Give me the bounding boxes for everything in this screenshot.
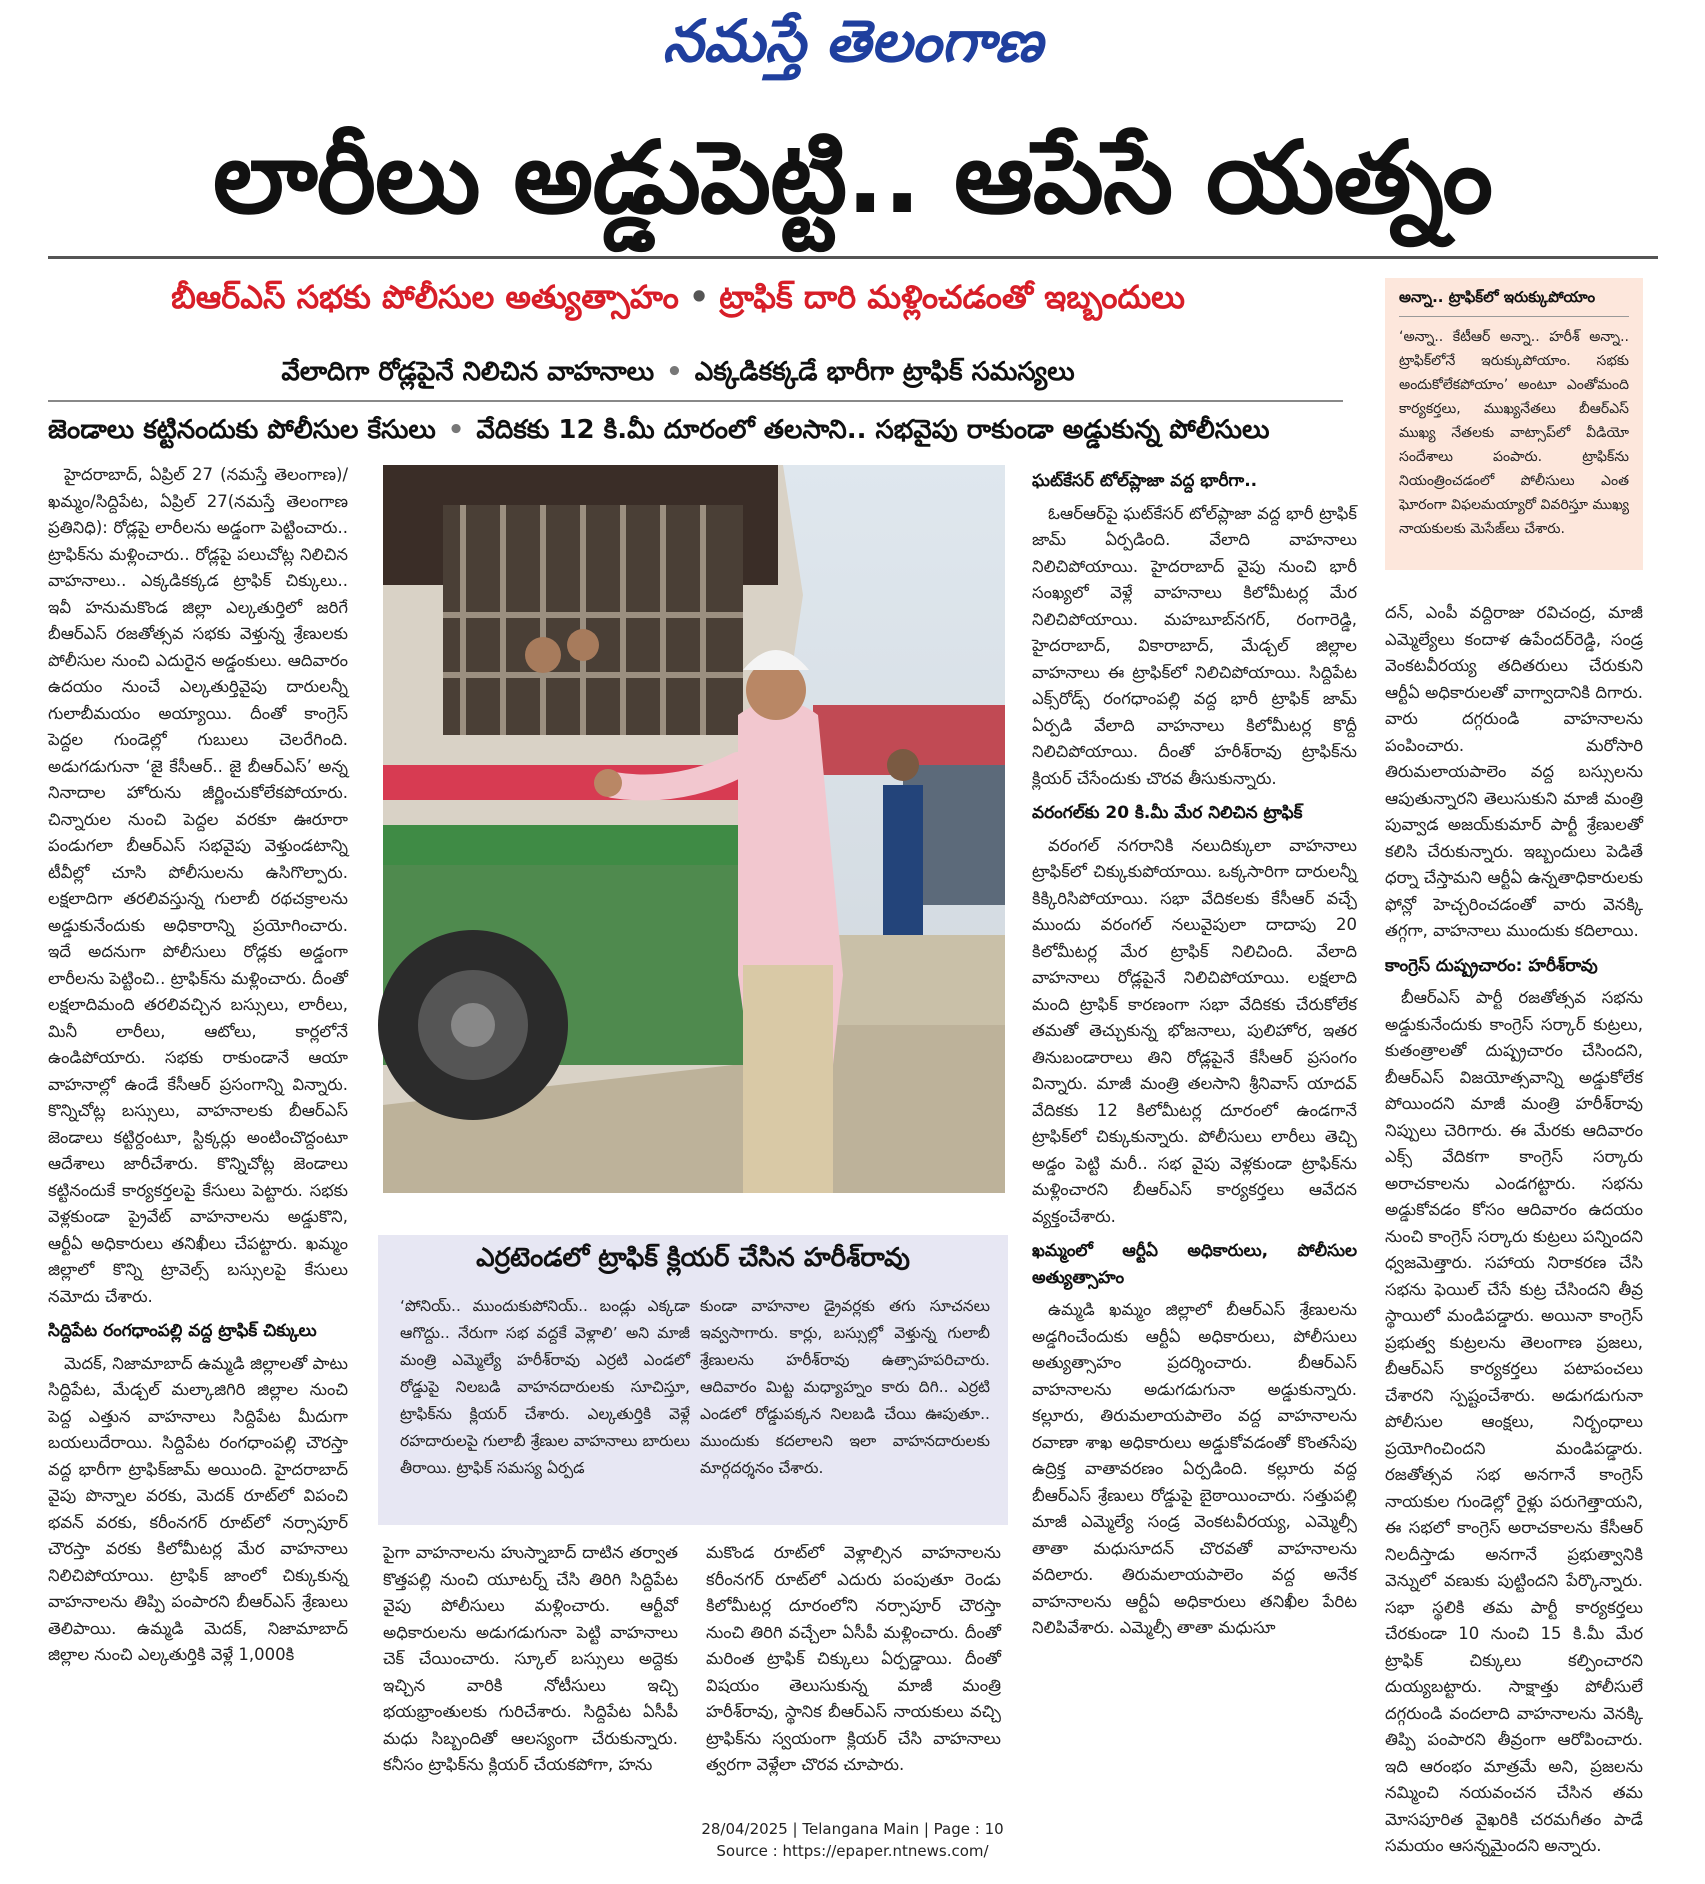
photo-illustration xyxy=(383,465,1005,1193)
subhead3-left: జెండాలు కట్టినందుకు పోలీసుల కేసులు xyxy=(48,415,436,445)
footer-date-edition: 28/04/2025 | Telangana Main | Page : 10 xyxy=(701,1820,1004,1838)
subhead-bullet: • xyxy=(447,415,465,445)
page-footer xyxy=(0,1818,1705,1862)
column-1 xyxy=(48,462,348,1797)
subhead-red-right: ట్రాఫిక్ దారి మళ్లించడంతో ఇబ్బందులు xyxy=(719,278,1185,316)
subhead3-right: వేదికకు 12 కి.మీ దూరంలో తలసాని.. సభవైపు రాకుండా అడ్డుకున్న పోలీసులు xyxy=(476,415,1270,445)
caption-text-right: కుండా వాహనాల డ్రైవర్లకు తగు సూచనలు ఇవ్వసాగారు. కార్లు, బస్సుల్లో వెళ్తున్న గులాబీ శ్రేణులను హరీశ్‌రావు ఉత్సాహపరిచారు. ఆదివారం మిట్ట మధ్యాహ్నం కారు దిగి.. ఎర్రటి ఎండలో రోడ్డుపక్కన నిలబడి చేయి ఊపుతూ.. ముందుకు కదలాలని ఇలా వాహనదారులకు మార్గదర్శనం చేశారు. xyxy=(700,1297,990,1477)
footer-source: Source : https://epaper.ntnews.com/ xyxy=(716,1842,989,1860)
section-heading: కాంగ్రెస్ దుష్ప్రచారం: హరీశ్‌రావు xyxy=(1385,955,1598,976)
headline: లారీలు అడ్డుపెట్టి.. ఆపేసే యత్నం xyxy=(212,119,1493,236)
photo-caption-box xyxy=(378,1235,1008,1525)
article-paragraph: ఓఆర్ఆర్‌పై ఘట్‌కేసర్ టోల్‌ప్లాజా వద్ద భారీ ట్రాఫిక్ జామ్ ఏర్పడింది. వేలాది వాహనాలు నిలిచిపోయాయి. హైదరాబాద్ వైపు నుంచి భారీ సంఖ్యలో వెళ్లే వాహనాలు కిలోమీటర్ల మేర నిలిచిపోయాయి. మహబూబ్‌నగర్, రంగారెడ్డి, హైదరాబాద్, వికారాబాద్, మేడ్చల్ జిల్లాల వాహనాలు ఈ ట్రాఫిక్‌లో నిలిచిపోయాయి. సిద్దిపేట ఎక్స్‌రోడ్స్ రంగధాంపల్లి వద్ద భారీ ట్రాఫిక్ జామ్ ఏర్పడి వేలాది వాహనాలు కిలోమీటర్ల కొద్దీ నిలిచిపోయాయి. దీంతో హరీశ్‌రావు ట్రాఫిక్‌ను క్లియర్ చేసేందుకు చొరవ తీసుకున్నారు. xyxy=(1032,503,1357,788)
caption-title: ఎర్రటెండలో ట్రాఫిక్ క్లియర్ చేసిన హరీశ్‌రావు xyxy=(476,1243,910,1273)
column-3-bottom xyxy=(706,1540,1001,1800)
section-heading: ఘట్‌కేసర్ టోల్‌ప్లాజా వద్ద భారీగా.. xyxy=(1032,471,1258,491)
headline-rule xyxy=(48,256,1658,259)
section-heading: సిద్దిపేట రంగధాంపల్లి వద్ద ట్రాఫిక్ చిక్కులు xyxy=(48,1321,317,1341)
caption-text-left: ‘పోనియ్.. ముందుకుపోనియ్.. బండ్లు ఎక్కడా ఆగొద్దు.. నేరుగా సభ వద్దకే వెళ్లాలి’ అని మాజీ మంత్రి ఎమ్మెల్యే హరీశ్‌రావు ఎర్రటి ఎండలో రోడ్డుపై నిలబడి వాహనదారులకు సూచిస్తూ, ట్రాఫిక్‌ను క్లియర్ చేశారు. ఎల్కతుర్తికి వెళ్లే రహదారులపై గులాబీ శ్రేణుల వాహనాలు బారులు తీరాయి. ట్రాఫిక్ సమస్య ఏర్పడ xyxy=(400,1297,690,1477)
subhead-bullet: • xyxy=(688,278,710,316)
article-paragraph: ఉమ్మడి ఖమ్మం జిల్లాలో బీఆర్ఎస్ శ్రేణులను అడ్డగించేందుకు ఆర్టీఏ అధికారులు, పోలీసులు అత్యుత్సాహం ప్రదర్శించారు. బీఆర్ఎస్ వాహనాలను అడుగడుగునా అడ్డుకున్నారు. కల్లూరు, తిరుమలాయపాలెం వద్ద వాహనాలను రవాణా శాఖ అధికారులు అడ్డుకోవడంతో కొంతసేపు ఉద్రిక్త వాతావరణం ఏర్పడింది. కల్లూరు వద్ద బీఆర్ఎస్ శ్రేణులు రోడ్డుపై బైఠాయించారు. సత్తుపల్లి మాజీ ఎమ్మెల్యే సండ్ర వెంకటవీరయ్య, ఎమ్మెల్సీ తాతా మధుసూదన్ చొరవతో వాహనాలను వదిలారు. తిరుమలాయపాలెం వద్ద అనేక వాహనాలను ఆర్టీఏ అధికారులు తనిఖీల పేరిట నిలిపివేశారు. ఎమ్మెల్సీ తాతా మధుసూ xyxy=(1032,1300,1357,1637)
subhead-bullet: • xyxy=(666,357,683,387)
subhead-rule xyxy=(48,400,1343,402)
column-2-bottom xyxy=(383,1540,678,1800)
article-paragraph: దన్, ఎంపీ వద్దిరాజు రవిచంద్ర, మాజీ ఎమ్మెల్యేలు కందాళ ఉపేందర్‌రెడ్డి, సండ్ర వెంకటవీరయ్య తదితరులు చేరుకుని ఆర్టీఏ అధికారులతో వాగ్వాదానికి దిగారు. వారు దగ్గరుండి వాహనాలను పంపించారు. మరోసారి తిరుమలాయపాలెం వద్ద బస్సులను ఆపుతున్నారని తెలుసుకుని మాజీ మంత్రి పువ్వాడ అజయ్‌కుమార్ పార్టీ శ్రేణులతో కలిసి చేరుకున్నారు. ఇబ్బందులు పెడితే ధర్నా చేస్తామని ఆర్టీఏ ఉన్నతాధికారులకు ఫోన్లో హెచ్చరించడంతో వారు వెనక్కి తగ్గగా, వాహనాలు ముందుకు కదిలాయి. xyxy=(1385,603,1643,940)
article-paragraph: పైగా వాహనాలను హుస్నాబాద్ దాటిన తర్వాత కొత్తపల్లి నుంచి యూటర్న్ చేసి తిరిగి సిద్దిపేట వైపు పోలీసులు మళ్లించారు. ఆర్టీవో అధికారులను అడుగడుగునా పెట్టి వాహనాలు చెక్ చేయించారు. స్కూల్ బస్సులు అద్దెకు ఇచ్చిన వారికి నోటీసులు ఇచ్చి భయభ్రాంతులకు గురిచేశారు. సిద్దిపేట ఏసీపీ మధు సిబ్బందితో ఆలస్యంగా చేరుకున్నారు. కనీసం ట్రాఫిక్‌ను క్లియర్ చేయకపోగా, హను xyxy=(383,1543,678,1774)
sidebar-title: అన్నా.. ట్రాఫిక్‌లో ఇరుక్కుపోయాం xyxy=(1399,288,1629,317)
article-paragraph: బీఆర్ఎస్ పార్టీ రజతోత్సవ సభను అడ్డుకునేందుకు కాంగ్రెస్ సర్కార్ కుట్రలు, కుతంత్రాలతో దుష్ప్రచారం చేసిందని, బీఆర్ఎస్ విజయోత్సవాన్ని అడ్డుకోలేక పోయిందని మాజీ మంత్రి హరీశ్‌రావు నిప్పులు చెరిగారు. ఈ మేరకు ఆదివారం ఎక్స్ వేదికగా కాంగ్రెస్ సర్కారు అరాచకాలను ఎండగట్టారు. సభను అడ్డుకోవడం కోసం ఆదివారం ఉదయం నుంచి కాంగ్రెస్ సర్కారు కుట్రలు పన్నిందని ధ్వజమెత్తారు. సహాయ నిరాకరణ చేసి సభను ఫెయిల్ చేసే కుట్ర చేసిందని తీవ్ర స్థాయిలో మండిపడ్డారు. అయినా కాంగ్రెస్ ప్రభుత్వ కుట్రలను తెలంగాణ ప్రజలు, బీఆర్ఎస్ కార్యకర్తలు పటాపంచలు చేశారని స్పష్టంచేశారు. అడుగడుగునా పోలీసుల ఆంక్షలు, నిర్బంధాలు ప్రయోగించిందని మండిపడ్డారు. రజతోత్సవ సభ అనగానే కాంగ్రెస్ నాయకుల గుండెల్లో రైళ్లు పరుగెత్తాయని, ఈ సభలో కాంగ్రెస్ అరాచకాలను కేసీఆర్ నిలదీస్తాడు అనగానే ప్రభుత్వానికి వెన్నులో వణుకు పుట్టిందని పేర్కొన్నారు. సభా స్థలికి తమ పార్టీ కార్యకర్తలు చేరకుండా 10 నుంచి 15 కి.మీ మేర ట్రాఫిక్ చిక్కులు కల్పించారని దుయ్యబట్టారు. సాక్షాత్తు పోలీసులే దగ్గరుండి వందలాది వాహనాలను వెనక్కి తిప్పి పంపారని తీవ్రంగా ఆరోపించారు. ఇది ఆరంభం మాత్రమే అని, ప్రజలను నమ్మించి నయవంచన చేసిన తమ మోసపూరిత వైఖరికి చరమగీతం పాడే సమయం ఆసన్నమైందని అన్నారు. xyxy=(1385,988,1643,1855)
article-paragraph: మకొండ రూట్‌లో వెళ్లాల్సిన వాహనాలను కరీంనగర్ రూట్‌లో ఎదురు పంపుతూ రెండు కిలోమీటర్ల దూరంలోని నర్సాపూర్ చౌరస్తా నుంచి తిరిగి వచ్చేలా ఏసీపీ మళ్లించారు. దీంతో మరింత ట్రాఫిక్ చిక్కులు ఏర్పడ్డాయి. దీంతో విషయం తెలుసుకున్న మాజీ మంత్రి హరీశ్‌రావు, స్థానిక బీఆర్ఎస్ నాయకులు వచ్చి ట్రాఫిక్‌ను స్వయంగా క్లియర్ చేసి వాహనాలు త్వరగా వెళ్లేలా చొరవ చూపారు. xyxy=(706,1543,1001,1774)
subhead2-left: వేలాదిగా రోడ్లపైనే నిలిచిన వాహనాలు xyxy=(281,357,655,387)
column-4 xyxy=(1032,460,1357,1800)
sidebar-body: ‘అన్నా.. కేటీఆర్ అన్నా.. హరీశ్ అన్నా.. ట్రాఫిక్‌లోనే ఇరుక్కుపోయాం. సభకు అందుకోలేకపోయాం’ అంటూ ఎంతోమంది కార్యకర్తలు, ముఖ్యనేతలు బీఆర్ఎస్ ముఖ్య నేతలకు వాట్సాప్‌లో వీడియో సందేశాలు పంపారు. ట్రాఫిక్‌ను నియంత్రించడంలో పోలీసులు ఎంత ఘోరంగా విఫలమయ్యారో వివరిస్తూ ముఖ్య నాయకులకు మెసేజ్‌లు చేశారు. xyxy=(1399,329,1629,537)
masthead-logo: నమస్తే తెలంగాణ xyxy=(662,7,1043,75)
sidebar-box xyxy=(1385,278,1643,570)
article-paragraph: హైదరాబాద్, ఏప్రిల్ 27 (నమస్తే తెలంగాణ)/ఖమ్మం/సిద్దిపేట, ఏప్రిల్ 27(నమస్తే తెలంగాణ ప్రతినిధి): రోడ్లపై లారీలను అడ్డంగా పెట్టించారు.. ట్రాఫిక్‌ను మళ్లించారు.. రోడ్లపై పలుచోట్ల నిలిచిన వాహనాలు.. ఎక్కడికక్కడ ట్రాఫిక్ చిక్కులు.. ఇవీ హనుమకొండ జిల్లా ఎల్కతుర్తిలో జరిగే బీఆర్ఎస్ రజతోత్సవ సభకు వెళ్తున్న శ్రేణులకు పోలీసుల నుంచి ఎదురైన అడ్డంకులు. ఆదివారం ఉదయం నుంచే ఎల్కతుర్తివైపు దారులన్నీ గులాబీమయం అయ్యాయి. దీంతో కాంగ్రెస్ పెద్దల గుండెల్లో గుబులు చెలరేగింది. అడుగడుగునా ‘జై కేసీఆర్.. జై బీఆర్ఎస్’ అన్న నినాదాల హోరును జీర్ణించుకోలేకపోయారు. చిన్నారుల నుంచి పెద్దల వరకూ ఊరూరా పండుగలా బీఆర్ఎస్ సభవైపు వెళ్తుండటాన్ని టీవీల్లో చూసి పోలీసులను ఉసిగొల్పారు. లక్షలాదిగా తరలివస్తున్న గులాబీ రథచక్రాలను అడ్డుకునేందుకు అధికారాన్ని ప్రయోగించారు. ఇదే అదనుగా పోలీసులు రోడ్లకు అడ్డంగా లారీలను పెట్టించి.. ట్రాఫిక్‌ను మళ్లించారు. దీంతో లక్షలాదిమంది తరలివచ్చిన బస్సులు, లారీలు, మినీ లారీలు, ఆటోలు, కార్లలోనే ఉండిపోయారు. సభకు రాకుండానే ఆయా వాహనాల్లో ఉండే కేసీఆర్ ప్రసంగాన్ని విన్నారు. కొన్నిచోట్ల బస్సులు, వాహనాలకు బీఆర్ఎస్ జెండాలు కట్టిర్దంటూ, స్టిక్కర్లు అంటించొద్దంటూ ఆదేశాలు జారీచేశారు. కొన్నిచోట్ల జెండాలు కట్టినందుకే కార్యకర్తలపై కేసులు పెట్టారు. సభకు వెళ్లకుండా ప్రైవేట్ వాహనాలను అడ్డుకొని, ఆర్టీఏ అధికారులు తనిఖీలు చేపట్టారు. ఖమ్మం జిల్లాలో కొన్ని ట్రావెల్స్ బస్సులపై కేసులు నమోదు చేశారు. xyxy=(48,465,348,1306)
section-heading: వరంగల్‌కు 20 కి.మీ మేర నిలిచిన ట్రాఫిక్ xyxy=(1032,803,1303,823)
subheadline-3 xyxy=(48,408,1348,452)
news-photo xyxy=(383,465,1005,1193)
article-paragraph: మెదక్, నిజామాబాద్ ఉమ్మడి జిల్లాలతో పాటు సిద్దిపేట, మేడ్చల్ మల్కాజిగిరి జిల్లాల నుంచి పెద్ద ఎత్తున వాహనాలు సిద్దిపేట మీదుగా బయలుదేరాయి. సిద్దిపేట రంగధాంపల్లి చౌరస్తా వద్ద భారీగా ట్రాఫిక్‌జామ్ అయింది. హైదరాబాద్ వైపు పొన్నాల వరకు, మెదక్ రూట్‌లో విపంచి భవన్ వరకు, కరీంనగర్ రూట్‌లో నర్సాపూర్ చౌరస్తా వరకు కిలోమీటర్ల మేర వాహనాలు నిలిచిపోయాయి. ట్రాఫిక్ జాంలో చిక్కుకున్న వాహనాలను తిప్పి పంపారని బీఆర్ఎస్ శ్రేణులు తెలిపాయి. ఉమ్మడి మెదక్, నిజామాబాద్ జిల్లాల నుంచి ఎల్కతుర్తికి వెళ్లే 1,000కి xyxy=(48,1353,348,1664)
subheadline-red xyxy=(48,272,1308,322)
subheadline-2 xyxy=(48,350,1308,394)
article-paragraph: వరంగల్ నగరానికి నలుదిక్కులా వాహనాలు ట్రాఫిక్‌లో చిక్కుకుపోయాయి. ఒక్కసారిగా దారులన్నీ కిక్కిరిసిపోయాయి. సభా వేదికలకు కేసీఆర్ వచ్చే ముందు వరంగల్ నలువైపులా దాదాపు 20 కిలోమీటర్ల మేర ట్రాఫిక్ నిలిచింది. వేలాది వాహనాలు రోడ్లపైనే నిలిచిపోయాయి. లక్షలాది మంది ట్రాఫిక్ కారణంగా సభా వేదికకు చేరుకోలేక తమతో తెచ్చుకున్న భోజనాలు, పులిహోర, ఇతర తినుబండారాలు తిని రోడ్లపైనే కేసీఆర్ ప్రసంగం విన్నారు. మాజీ మంత్రి తలసాని శ్రీనివాస్ యాదవ్ వేదికకు 12 కిలోమీటర్ల దూరంలో ఉండగానే ట్రాఫిక్‌లో చిక్కుకున్నారు. పోలీసులు లారీలు తెచ్చి అడ్డం పెట్టి మరీ.. సభ వైపు వెళ్లకుండా ట్రాఫిక్‌ను మళ్లించారని బీఆర్ఎస్ కార్యకర్తలు ఆవేదన వ్యక్తంచేశారు. xyxy=(1032,835,1357,1226)
subhead-red-left: బీఆర్ఎస్ సభకు పోలీసుల అత్యుత్సాహం xyxy=(171,278,679,316)
column-5 xyxy=(1385,600,1643,1855)
subhead2-right: ఎక్కడికక్కడే భారీగా ట్రాఫిక్ సమస్యలు xyxy=(694,357,1075,387)
section-heading: ఖమ్మంలో ఆర్టీఏ అధికారులు, పోలీసుల అత్యుత్సాహం xyxy=(1032,1241,1357,1288)
